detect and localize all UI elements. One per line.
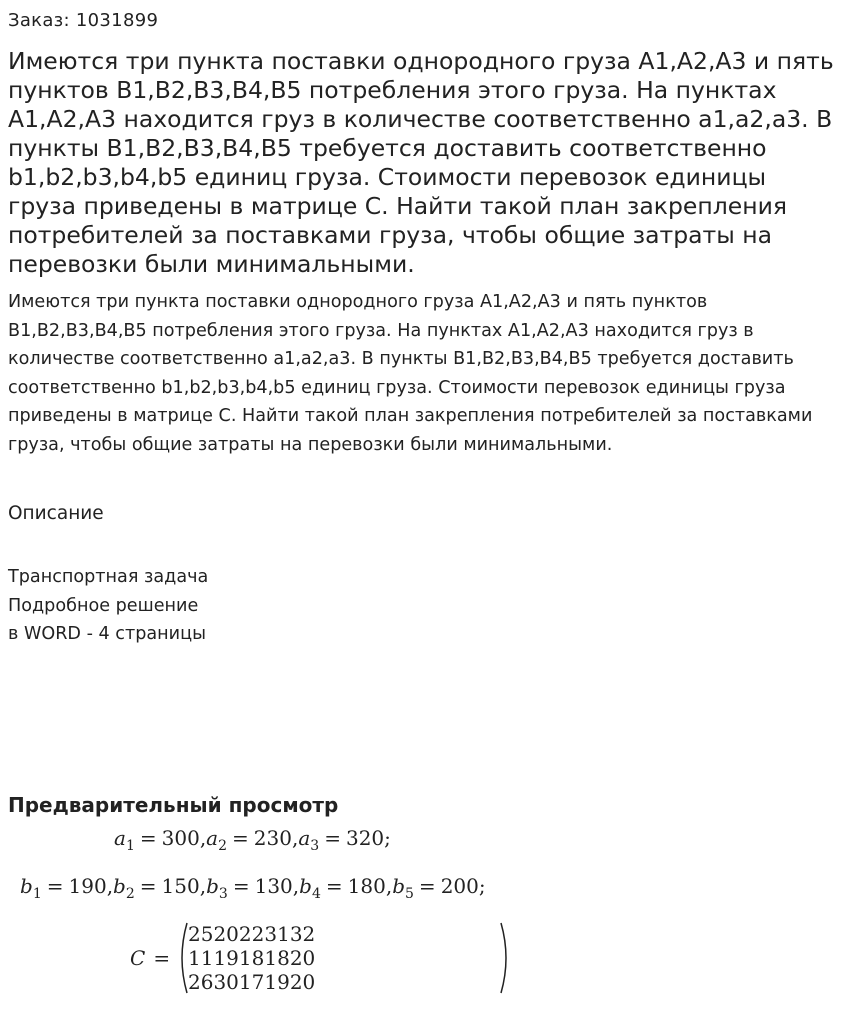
matrix-cell: 30 bbox=[213, 970, 239, 994]
demand-term: $b_1 = 190$, bbox=[20, 874, 114, 902]
matrix-cell: 25 bbox=[188, 922, 214, 946]
matrix-cell: 19 bbox=[213, 946, 239, 970]
supply-term: $a_2 = 230$, bbox=[206, 826, 299, 854]
matrix-cell: 20 bbox=[289, 946, 316, 970]
preview-heading: Предварительный просмотр bbox=[8, 793, 339, 817]
description-line: Транспортная задача bbox=[8, 567, 209, 587]
matrix-cell: 22 bbox=[238, 922, 265, 946]
order-number: Заказ: 1031899 bbox=[8, 10, 159, 31]
matrix-label: C = bbox=[130, 946, 171, 970]
description-heading: Описание bbox=[8, 503, 104, 524]
matrix-table bbox=[188, 922, 315, 994]
matrix-row bbox=[188, 946, 315, 970]
demand-term: $b_3 = 130$, bbox=[206, 874, 300, 902]
task-title: Имеются три пункта поставки однородного груза А1,А2,А3 и пять пунктов В1,В2,В3,В4,В5 потребления этого груза. На пунктах А1,А2,А3 находится груз в количестве соответственно а1,а2,а3. В пункты В1,В2,В3,В4,В5 требуется доставить соответственно b1,b2,b3,b4,b5 единиц груза. Стоимости перевозок единицы груза приведены в матрице С. Найти такой план закрепления потребителей за поставками груза, чтобы общие затраты на перевозки были минимальными. bbox=[8, 47, 834, 278]
matrix-cell: 32 bbox=[289, 922, 316, 946]
description-body bbox=[8, 563, 208, 649]
demand-term: $b_2 = 150$, bbox=[113, 874, 207, 902]
matrix-cell: 19 bbox=[264, 970, 290, 994]
matrix-cell: 20 bbox=[289, 970, 316, 994]
matrix-cell: 31 bbox=[264, 922, 290, 946]
matrix-cell: 18 bbox=[238, 946, 265, 970]
matrix-cell: 26 bbox=[188, 970, 214, 994]
demand-term: $b_4 = 180$, bbox=[299, 874, 393, 902]
right-paren-icon bbox=[500, 922, 512, 994]
matrix-cell: 20 bbox=[213, 922, 239, 946]
matrix-cell: 17 bbox=[238, 970, 265, 994]
demand-term: $b_5 = 200$; bbox=[392, 874, 486, 902]
matrix-cell: 11 bbox=[188, 946, 214, 970]
left-paren-icon bbox=[176, 922, 188, 994]
matrix-row bbox=[188, 922, 315, 946]
matrix-row bbox=[188, 970, 315, 994]
supply-equation bbox=[114, 826, 391, 854]
supply-term: $a_3 = 320$; bbox=[298, 826, 391, 854]
description-line: Подробное решение bbox=[8, 595, 199, 616]
demand-equation bbox=[20, 874, 486, 902]
supply-term: $a_1 = 300$, bbox=[114, 826, 207, 854]
task-description: Имеются три пункта поставки однородного груза А1,А2,А3 и пять пунктов В1,В2,В3,В4,В5 потребления этого груза. На пунктах А1,А2,А3 находится груз в количестве соответственно а1,а2,а3. В пункты В1,В2,В3,В4,В5 требуется доставить соответственно b1,b2,b3,b4,b5 единиц груза. Стоимости перевозок единицы груза приведены в матрице С. Найти такой план закрепления потребителей за поставками груза, чтобы общие затраты на перевозки были минимальными. bbox=[8, 292, 813, 455]
matrix-cell: 18 bbox=[264, 946, 290, 970]
description-line: в WORD - 4 страницы bbox=[8, 624, 206, 645]
